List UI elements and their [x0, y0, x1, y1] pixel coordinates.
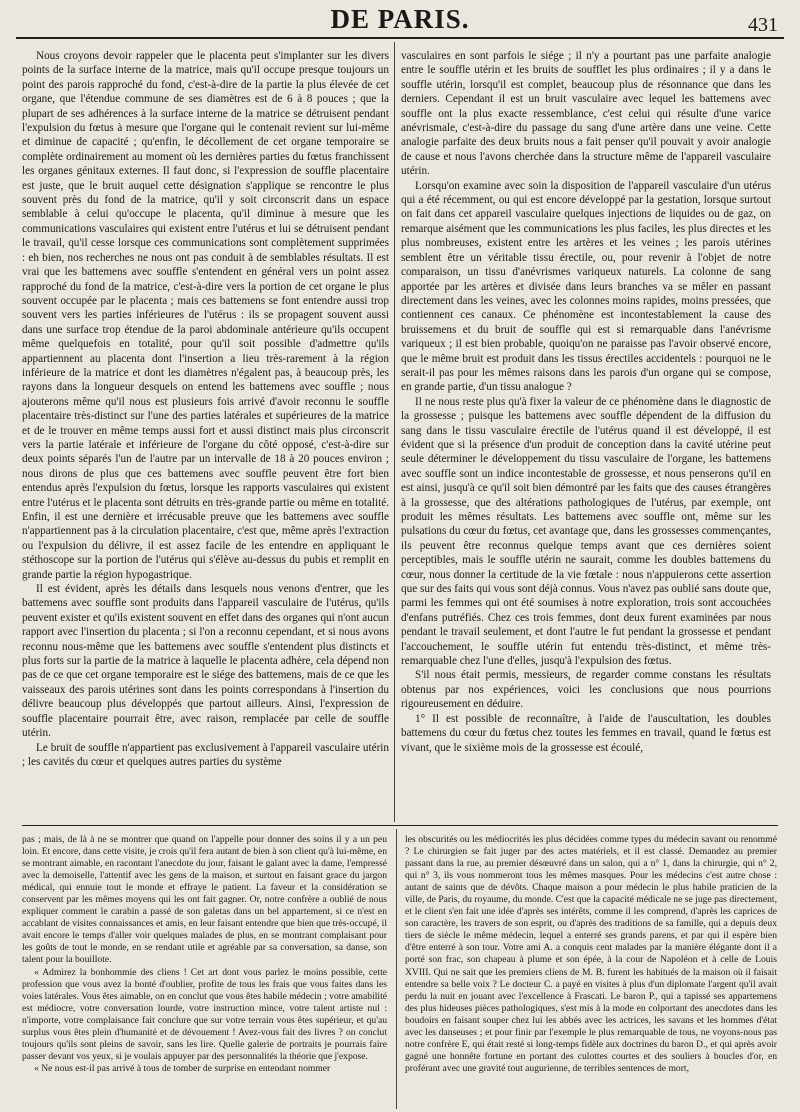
paragraph: pas ; mais, de là à ne se montrer que quand on l'appelle pour donner des soins il y a un peu loin. Et encore, dans cette visite, je crois qu'il fera autant de bien à son client qu'à lui-même, en se montrant aimable, en racontant l'anecdote du jour, faisant le galant avec la dame, l'empressé avec la demoiselle, l'attentif avec les gens de la maison, et surtout en faisant grace du jargon médical, qui ennuie tout le monde et effraye le patient. La faveur et la considération se conservent par les mêmes moyens qui les ont fait gagner. Or, notre confrère a oublié de nous expliquer comment le carabin a passé de son galetas dans un bel appartement, si ce n'est en accablant de visites connaissances et amis, en leur faisant entendre que bien que très-occupé, il avait encore le temps d'aller voir quelques malades de plus, en se montrant complaisant pour les goûts de tout le monde, en se rendant utile et agréable par sa conversation, sa danse, son talent pour la bouillote.: [22, 834, 387, 966]
header-rule: [16, 37, 784, 39]
page-header-title: DE PARIS.: [330, 4, 470, 34]
footer-column-divider: [396, 829, 397, 1109]
paragraph: Il ne nous reste plus qu'à fixer la valeur de ce phénomène dans le diagnostic de la grossesse ; puisque les battemens avec souffle dépendent de la diffusion du sang dans le tissu vasculaire érectile de l'utérus quand il est développé, il est évident que si la présence d'un produit de conception dans la cavité utérine peut seule déterminer le développement du tissu vasculaire de l'organe, les battemens avec souffle sont un indice incontestable de grossesse, et nous penserons qu'il en est ainsi, jusqu'à ce qu'il soit bien démontré par les faits que des causes étrangères à la grossesse, que des altérations pathologiques de l'utérus, par exemple, ont produit les mêmes résultats. Les battemens avec souffle ont, même sur les pulsations du cœur du fœtus, cet avantage que, dans les grossesses commençantes, ils peuvent être reconnus quelque temps avant que ces dernières soient perceptibles, mais le souffle utérin ne saurait, comme les doubles battemens du cœur, nous donner la certitude de la vie fœtale : nous n'appuierons cette assertion que sur des faits qui vous sont déjà connus. Vous n'avez pas oublié sans doute que, parmi les femmes qui ont été soumises à notre exploration, trois sont accouchées d'enfans putréfiés. Chez ces trois femmes, dont deux furent examinées par nous pendant le travail seulement, et dont l'autre le fut pendant la grossesse et pendant l'accouchement, le souffle utérin fut entendu très-distinct, et même très-remarquable chez l'une d'elles, jusqu'à l'expulsion des fœtus.: [401, 395, 771, 668]
right-column: [401, 49, 771, 820]
paragraph: 1° Il est possible de reconnaître, à l'aide de l'auscultation, les doubles battemens du cœur du fœtus chez toutes les femmes en travail, quand le fœtus est vivant, que le sixième mois de la grossesse est écoulé,: [401, 712, 771, 754]
page-number: 431: [748, 14, 778, 36]
paragraph: Le bruit de souffle n'appartient pas exclusivement à l'appareil vasculaire utérin ; les cavités du cœur et quelques autres parties du système: [22, 741, 389, 768]
paragraph: Lorsqu'on examine avec soin la disposition de l'appareil vasculaire d'un utérus qui a été récemment, ou qui est encore développé par la gestation, lorsque surtout on fait dans cet appareil vasculaire quelques injections de liquides ou de gaz, on remarque aisément que les communications les plus faciles, les plus directes et les plus nombreuses, existent entre les artères et les veines ; les parois utérines semblent être un véritable tissu érectile, ou, pour revenir à l'objet de notre comparaison, un tissu d'anévrismes variqueux naturels. La colonne de sang apportée par les artères et divisée dans leurs branches va se mêler en passant directement dans les veines, avec les colonnes moins rapides, moins pressées, que contiennent ces canaux. Ce phénomène est incontestablement la cause des bruissemens et du bruit de souffle qui est si remarquable dans l'anévrisme variqueux ; il est bien probable, quoiqu'on ne paraisse pas l'avoir observé encore, que le même bruit est produit dans les tissus érectiles accidentels : pourquoi ne le serait-il pas pour les mêmes raisons dans les parois d'un organe qui se compose, en grande partie, d'un tissu analogue ?: [401, 179, 771, 394]
paragraph: Nous croyons devoir rappeler que le placenta peut s'implanter sur les divers points de la surface interne de la matrice, mais qu'il occupe presque toujours un point des parois rapproché du fond, c'est-à-dire de la partie la plus élevée de cet organe, que l'étendue commune de ses diamètres est de 6 à 8 pouces ; que la plupart de ses adhérences à la surface interne de la matrice se détruisent pendant l'expulsion du fœtus à mesure que l'organe qui le contenait revient sur lui-même et diminue de capacité ; qu'enfin, le décollement de cet organe temporaire se complète ordinairement au moment où les dernières parties du fœtus franchissent les organes génitaux externes. Il faut donc, si l'expression de souffle placentaire est juste, que le bruit auquel cette désignation s'applique se rencontre le plus souvent près du fond de la matrice, qu'il y soit circonscrit dans un espace semblable à celui qu'occupe le placenta, qu'il diminue à mesure que les communications vasculaires qui existent entre l'utérus et lui se détruisent pendant le travail, qu'il cesse lorsque ces communications sont complètement supprimées : eh bien, nos recherches ne nous ont pas conduit à de semblables résultats. Il est vrai que les battemens avec souffle s'entendent en général vers un point assez rapproché du fond de la matrice, c'est-à-dire vers la portion de cet organe le plus souvent occupée par le placenta ; mais ces battemens se font entendre aussi trop souvent vers les parties inférieures de l'utérus : ils se propagent souvent aussi dans une surface trop étendue de la paroi abdominale antérieure qu'ils occupent même quelquefois en totalité, pour qu'il soit possible d'admettre qu'ils appartiennent au placenta dont l'insertion a lieu très-rarement à la région inférieure de la matrice et dont les diamètres n'égalent pas, à beaucoup près, les rayons dans la longueur desquels on entend les battemens avec souffle ; nous ajouterons même qu'il nous est plusieurs fois arrivé d'avoir reconnu le souffle placentaire très-distinct sur l'une des parties latérales et supérieures de la matrice et de le trouver en même temps aussi fort et aussi distinct mais plus circonscrit vers la partie latérale et inférieure de l'organe du côté opposé, c'est-à-dire sur deux points séparés l'un de l'autre par un intervalle de 18 à 20 pouces environ ; nous dirons de plus que ces battemens avec souffle peuvent être fort bien entendus après l'expulsion du fœtus, lorsque les rapports vasculaires qui existent entre l'utérus et le placenta sont détruits en très-grande partie ou même en totalité. Enfin, il est une dernière et irrécusable preuve que les battemens avec souffle n'appartiennent pas à la circulation placentaire, c'est que, même après l'extraction ou l'expulsion du délivre, il est assez facile de les entendre en appliquant le stéthoscope sur la portion de l'utérus qui s'élève au-dessus du pubis et remplit en grande partie la région hypogastrique.: [22, 50, 389, 581]
column-divider: [394, 42, 395, 822]
paragraph: S'il nous était permis, messieurs, de regarder comme constans les résultats obtenus par nos expériences, voici les conclusions que nous pourrions rigoureusement en déduire.: [401, 669, 771, 711]
paragraph: « Ne nous est-il pas arrivé à tous de tomber de surprise en entendant nommer: [34, 1062, 331, 1074]
footer-right-column: [405, 834, 777, 1106]
paragraph: les obscurités ou les médiocrités les plus décidées comme types du médecin savant ou renommé ? Le chirurgien se fait juger par des actes matériels, et il est classé. Demandez au premier passant dans la rue, au premier désœuvré dans un salon, qui a n° 1, dans la chirurgie, qui n° 2, qui n° 3, ils vous nommeront tous les mêmes masques. Pour les médecins c'est autre chose : autant de saints que de dévôts. Chaque maison a pour médecin le plus habile praticien de la ville, de Paris, du royaume, du monde. C'est que la capacité médicale ne se juge pas directement, et le client s'en fait une idée d'après ses intérêts, comme il les comprend, d'après les caprices de son caractère, les travers de son esprit, ou d'après des traditions de sa famille, qui a depuis deux tiers de siècle le même médecin, lequel a enterré ses grands parens, et par qui il espère bien d'être enterré à son tour. Votre ami A. a conquis cent malades par la manière élégante dont il a porté son frac, son chapeau à plume et son épée, à la cour de Napoléon et à celle de Louis XVIII. Qui ne sait que les premiers cliens de M. B. furent les habitués de la maison où il faisait entendre sa belle voix ? Le docteur C. a payé en visites à plus d'un diplomate l'argent qu'il avait perdu la nuit en jouant avec l'excellence à Frascati. Le baron P., qui a tapissé ses appartemens des plus hideuses pièces pathologiques, s'est mis à la mode en colportant des anecdotes dans les boudoirs en faisant souper chez lui les abbés avec les actrices, les savans et les hommes d'état avec les danseuses ; et pour finir par l'exemple le plus remarquable de tous, ne voyons-nous pas notre confrère E, qui était resté si long-temps fidèle aux doctrines du baron D., et qui après avoir gagné une honnête fortune en portant des culottes courtes et des souliers à boucles d'or, en proférant avec une gravité tout augurienne, de terribles sentences de mort,: [405, 834, 777, 1074]
paragraph: Il est évident, après les détails dans lesquels nous venons d'entrer, que les battemens avec souffle sont produits dans l'appareil vasculaire de l'utérus, qu'ils peuvent exister et qu'ils existent souvent en effet dans des organes qui n'ont aucun rapport avec l'insertion du placenta ; si l'on a reconnu cependant, et si nous avons reconnu nous-même que les battemens avec souffle s'entendent plus distincts et plus forts sur la partie de la matrice à laquelle le placenta adhère, cela dépend non pas de ce que cet organe temporaire est le siége des battemens, mais de ce que les vaisseaux des parois utérines sont dans les points correspondans à l'insertion du délivre beaucoup plus développés que partout ailleurs. Ainsi, l'expression de souffle placentaire pourrait être, avec raison, remplacée par celle de souffle utérin.: [22, 583, 389, 740]
feuilleton-rule: [22, 825, 778, 826]
paragraph: « Admirez la bonhommie des cliens ! Cet art dont vous parlez le moins possible, cette profession que vous avez la bonté d'oublier, profite de tous les frais que vous faites dans les voies latérales. Vous êtes aimable, on en conclut que vous êtes habile médecin ; votre amabilité est médiocre, votre conversation lourde, votre instruction mince, votre talent artiste nul : n'importe, votre complaisance fait conclure que sur votre terrain vous êtes supérieur, et qu'au surplus vous êtes plein d'humanité et de dévouement ! Avez-vous fait des livres ? on conclut toujours qu'ils sont pleins de savoir, sans les lire. Quelle galerie de portraits je pourrais faire passer devant vos yeux, si je voulais appuyer par des personnalités la théorie que j'expose.: [22, 966, 387, 1062]
footer-left-column: [22, 834, 387, 1106]
paragraph: vasculaires en sont parfois le siége ; il n'y a pourtant pas une parfaite analogie entre le souffle utérin et les bruits de soufflet les plus ordinaires ; il y a dans le souffle utérin, lorsqu'il est complet, beaucoup plus de résonnance que dans les derniers. Cependant il est un bruit vasculaire avec lequel les battemens avec souffle ont la plus exacte ressemblance, c'est celui qui résulte d'une varice anévrismale, c'est-à-dire du passage du sang d'une artère dans une veine. Cette analogie parfaite des deux bruits nous a fait penser qu'il pouvait y avoir analogie de cause et nous l'avons cherchée dans la structure même de l'appareil vasculaire utérin.: [401, 50, 771, 178]
left-column: [22, 49, 389, 820]
